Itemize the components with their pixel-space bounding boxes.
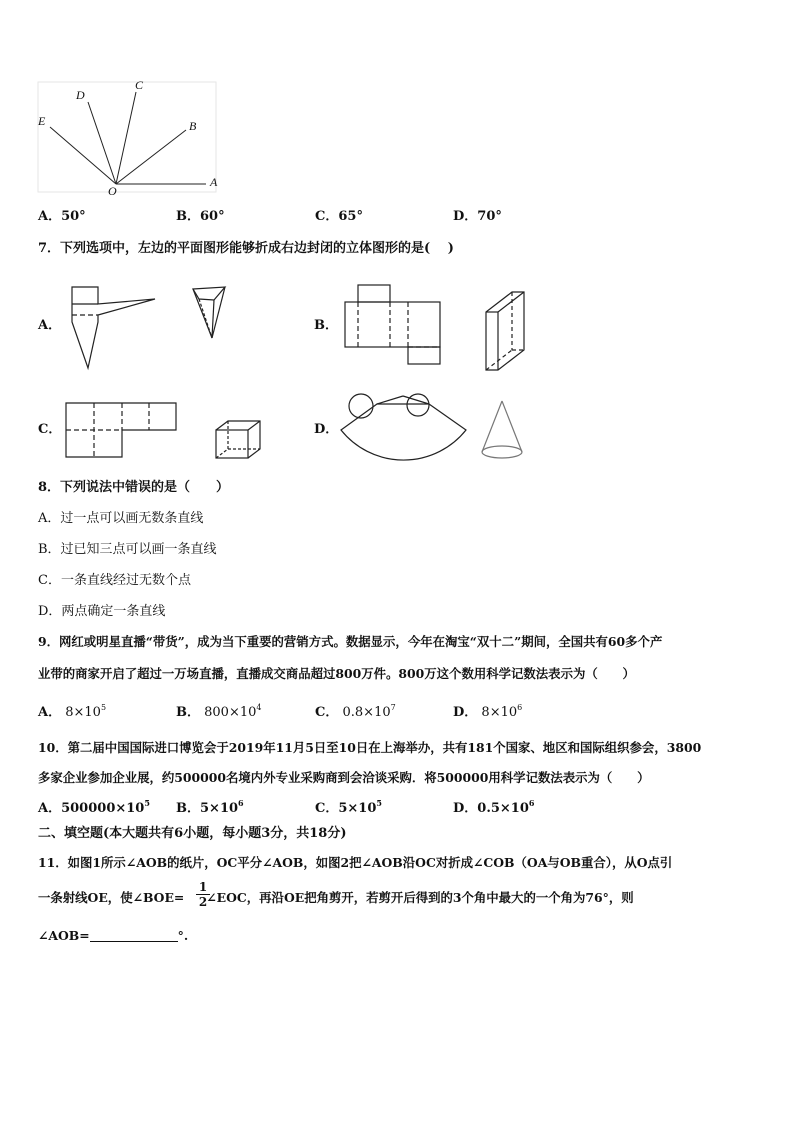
label-D: D xyxy=(76,88,85,102)
q11-stem-line3 xyxy=(38,928,188,944)
q8-stem: 8．下列说法中错误的是（ ） xyxy=(38,480,230,495)
q8-option-d[interactable]: D．两点确定一条直线 xyxy=(38,604,166,619)
q6-option-a[interactable]: A．50° xyxy=(38,209,86,224)
label-E: E xyxy=(38,114,46,128)
q11-stem-line2 xyxy=(38,890,634,906)
label-O: O xyxy=(108,184,117,198)
q7-option-c-letter[interactable]: C． xyxy=(38,422,62,437)
q7-d-net xyxy=(341,394,466,460)
label-A: A xyxy=(210,175,218,189)
q7-a-net xyxy=(72,287,155,368)
q9-option-b[interactable]: B． $800\times 10^4$ xyxy=(176,703,262,720)
q10-stem-line2: 多家企业参加企业展，约500000名境内外专业采购商到会洽谈采购．将500000用科学记数法表示为（ ） xyxy=(38,770,650,785)
q10-option-d[interactable]: D．$0.5\times 10^6$ xyxy=(453,798,535,816)
fraction-numerator: 1 xyxy=(196,880,210,895)
q6-option-c[interactable]: C．65° xyxy=(315,209,363,224)
q10-option-c[interactable]: C．$5\times 10^5$ xyxy=(315,798,382,816)
q7-a-pyramid xyxy=(193,287,225,338)
q9-option-d[interactable]: D． $8\times 10^6$ xyxy=(453,703,523,720)
fraction-denominator: 2 xyxy=(198,895,208,909)
q11-line2-part2: ∠EOC，再沿OE把角剪开，若剪开后得到的3个角中最大的一个角为76°，则 xyxy=(206,890,634,905)
q7-option-b-letter[interactable]: B． xyxy=(314,318,338,333)
q7-b-box xyxy=(486,292,524,370)
q7-c-cube xyxy=(216,421,260,458)
q6-option-d[interactable]: D．70° xyxy=(453,209,502,224)
q11-line3-part2: °. xyxy=(177,928,189,943)
answer-blank[interactable] xyxy=(90,929,178,942)
section-heading: 二、填空题(本大题共有6小题，每小题3分，共18分) xyxy=(38,826,347,841)
q7-option-a-letter[interactable]: A． xyxy=(38,318,62,333)
q9-option-a[interactable]: A． $8\times 10^5$ xyxy=(38,703,107,720)
label-B: B xyxy=(189,119,197,133)
q6-option-b[interactable]: B．60° xyxy=(176,209,225,224)
q8-option-a[interactable]: A．过一点可以画无数条直线 xyxy=(38,511,204,526)
q10-stem-line1: 10．第二届中国国际进口博览会于2019年11月5日至10日在上海举办，共有181个国家、地区和国际组织参会，3800 xyxy=(38,740,702,755)
q11-line2-part1: 一条射线OE，使∠BOE= xyxy=(38,890,185,905)
q11-fraction xyxy=(196,880,210,909)
q7-c-net xyxy=(66,403,176,457)
q8-option-c[interactable]: C．一条直线经过无数个点 xyxy=(38,573,191,588)
q7-option-d-letter[interactable]: D． xyxy=(314,422,339,437)
q9-stem-line2: 业带的商家开启了超过一万场直播，直播成交商品超过800万件。800万这个数用科学记数法表示为（ ） xyxy=(38,666,635,681)
q11-line3-part1: ∠AOB= xyxy=(38,928,90,943)
q7-b-net xyxy=(345,285,440,364)
q11-stem-line1: 11．如图1所示∠AOB的纸片，OC平分∠AOB，如图2把∠AOB沿OC对折成∠COB（OA与OB重合），从O点引 xyxy=(38,855,673,870)
label-C: C xyxy=(135,78,144,92)
q9-stem-line1: 9．网红或明星直播“带货”，成为当下重要的营销方式。数据显示，今年在淘宝“双十二”期间，全国共有60多个产 xyxy=(38,634,663,649)
q10-option-b[interactable]: B．$5\times 10^6$ xyxy=(176,798,244,816)
q7-stem: 7．下列选项中，左边的平面图形能够折成右边封闭的立体图形的是( ) xyxy=(38,241,454,256)
q7-d-cone xyxy=(482,401,522,458)
q9-option-c[interactable]: C． $0.8\times 10^7$ xyxy=(315,703,396,720)
q8-option-b[interactable]: B．过已知三点可以画一条直线 xyxy=(38,542,217,557)
q10-option-a[interactable]: A．$500000\times 10^5$ xyxy=(38,798,150,816)
